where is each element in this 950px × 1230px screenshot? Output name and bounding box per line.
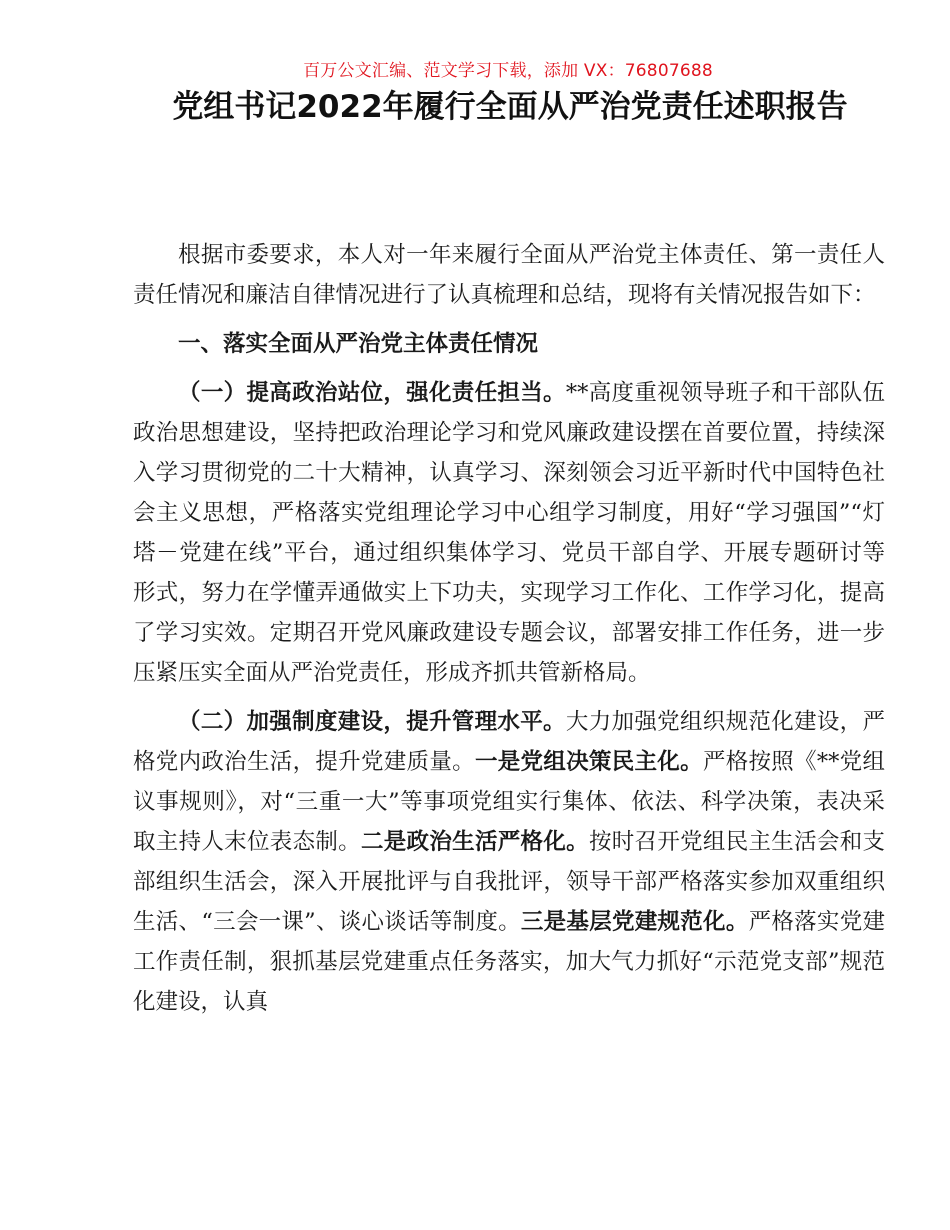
- paragraph-2-body-3: 按时召开党组民主生活会和支部组织生活会，深入开展批评与自我批评，领导干部严格落实参加双重组织生活、“三会一课”、谈心谈话等制度。: [133, 829, 885, 935]
- paragraph-1-body: **高度重视领导班子和干部队伍政治思想建设，坚持把政治理论学习和党风廉政建设摆在首要位置，持续深入学习贯彻党的二十大精神，认真学习、深刻领会习近平新时代中国特色社会主义思想，严格落实党组理论学习中心组学习制度，用好“学习强国”“灯塔－党建在线”平台，通过组织集体学习、党员干部自学、开展专题研讨等形式，努力在学懂弄通做实上下功夫，实现学习工作化、工作学习化，提高了学习实效。定期召开党风廉政建设专题会议，部署安排工作任务，进一步压紧压实全面从严治党责任，形成齐抓共管新格局。: [133, 380, 885, 686]
- paragraph-2-body-2: 严格按照《**党组议事规则》，对“三重一大”等事项党组实行集体、依法、科学决策，表决采取主持人末位表态制。: [133, 749, 885, 855]
- document-body: [133, 235, 885, 1022]
- paragraph-2-point-1: 一是党组决策民主化。: [474, 749, 703, 775]
- paragraph-1-lead: （一）提高政治站位，强化责任担当。: [178, 380, 566, 406]
- header-ad-text: 百万公文汇编、范文学习下载，添加 VX：76807688: [303, 61, 713, 81]
- paragraph-2: [133, 702, 885, 1022]
- paragraph-2-lead: （二）加强制度建设，提升管理水平。: [178, 709, 566, 735]
- paragraph-2-point-2: 二是政治生活严格化。: [360, 829, 589, 855]
- paragraph-2-body-1: 大力加强党组织规范化建设，严格党内政治生活，提升党建质量。: [133, 709, 885, 775]
- document-title: 党组书记2022年履行全面从严治党责任述职报告: [172, 89, 848, 125]
- section-heading: 一、落实全面从严治党主体责任情况: [178, 331, 539, 357]
- paragraph-2-point-3: 三是基层党建规范化。: [520, 909, 749, 935]
- paragraph-2-body-4: 严格落实党建工作责任制，狠抓基层党建重点任务落实，加大气力抓好“示范党支部”规范化建设，认真: [133, 909, 885, 1015]
- intro-paragraph: 根据市委要求，本人对一年来履行全面从严治党主体责任、第一责任人责任情况和廉洁自律情况进行了认真梳理和总结，现将有关情况报告如下：: [133, 242, 885, 308]
- paragraph-1: [133, 373, 885, 693]
